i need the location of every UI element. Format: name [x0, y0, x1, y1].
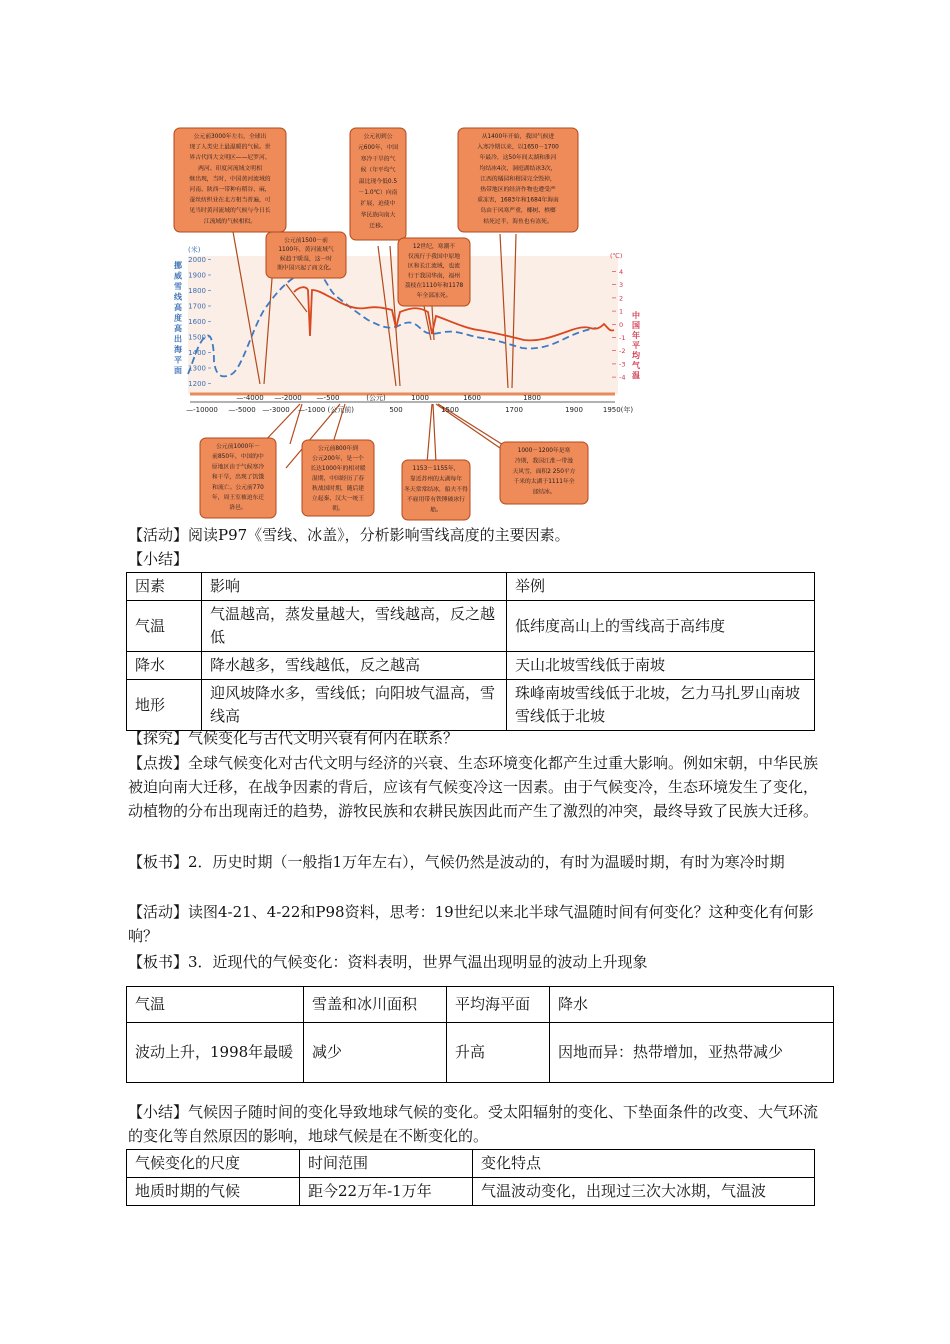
- table-cell: 降水: [127, 652, 202, 680]
- header-cell: 因素: [127, 573, 202, 601]
- upper-axis-label: 1800: [523, 394, 541, 402]
- callout-text: 12世纪，寒潮不仅流行于我国中原地区和长江流域，也流行于我国华南，福州荔枝在1110年和1178 年全部冻死。: [404, 244, 464, 299]
- left-axis-unit: (米): [188, 246, 201, 254]
- right-tick-label: -2: [619, 347, 626, 356]
- table-cell: 迎风坡降水多，雪线低；向阳坡气温高，雪线高: [202, 680, 507, 731]
- callout-box: [500, 442, 588, 504]
- callout-box: [174, 128, 286, 232]
- lower-axis-label: —-3000: [262, 406, 290, 414]
- header-cell: 气温: [127, 987, 304, 1023]
- right-tick-label: 0: [619, 320, 624, 329]
- callout-box: [402, 460, 470, 520]
- table-header-row: [127, 573, 815, 601]
- header-cell: 气候变化的尺度: [127, 1150, 300, 1178]
- activity-snowline: 【活动】阅读P97《雪线、冰盖》，分析影响雪线高度的主要因素。: [128, 526, 570, 544]
- right-axis-unit: (℃): [610, 252, 623, 260]
- lower-axis-label: 1950(年): [602, 406, 634, 414]
- upper-axis-label: —-4000: [236, 394, 264, 402]
- callout-box: [266, 232, 346, 278]
- table-cell: 地质时期的气候: [127, 1178, 300, 1206]
- left-tick-label: 2000: [188, 256, 206, 264]
- table-cell: 气温波动变化，出现过三次大冰期，气温波: [473, 1178, 815, 1206]
- table-header-row: [127, 987, 834, 1023]
- left-tick-label: 1800: [188, 287, 206, 295]
- right-tick-label: 4: [619, 268, 624, 276]
- table-cell: 因地而异：热带增加，亚热带减少: [550, 1023, 834, 1083]
- lower-axis-label: 1900: [565, 406, 583, 414]
- table-cell: 天山北坡雪线低于南坡: [507, 652, 815, 680]
- table-cell: 地形: [127, 680, 202, 731]
- table-row: [127, 652, 815, 680]
- table-row: [127, 680, 815, 731]
- left-tick-label: 1300: [188, 364, 206, 373]
- callout-box: [398, 238, 470, 306]
- lower-axis-label: 1500: [441, 406, 459, 414]
- right-tick-label: -4: [619, 373, 626, 382]
- right-tick-label: -3: [619, 360, 626, 369]
- table-cell: 珠峰南坡雪线低于北坡，乞力马扎罗山南坡雪线低于北坡: [507, 680, 815, 731]
- callout-text: 公元初到公元600年，中国寒冷干旱的气候（年平均气温比现今低0.5 －1.0℃）向南扩展，迫使中华民族向南大迁移。: [357, 134, 399, 230]
- upper-axis-label: (公元): [366, 394, 386, 402]
- callout-text: 从1400年开始，我国气候进入寒冷期以来，以1650－1700 年最冷，这50年间太湖和淮河均结冰4次，洞庭湖结冰3次，江西的橘园和柑园完全毁掉，热带地区的经济作物也遭受严重冻害，1683年和1684年海南岛由于风寒严重，椰树、槟榔枯死过半，海鱼也有冻死。: [477, 134, 559, 225]
- left-axis-title: 挪威雪线高度高出海平面: [174, 261, 182, 375]
- climate-chart-svg: [170, 122, 642, 524]
- lower-axis-label: —-10000: [186, 406, 218, 414]
- header-cell: 雪盖和冰川面积: [304, 987, 447, 1023]
- callouts-bottom: [200, 438, 588, 520]
- lower-axis-label: 1700: [505, 406, 523, 414]
- callout-box: [458, 128, 578, 232]
- right-axis-title: 中国年平均气温: [632, 311, 640, 380]
- callout-text: 公元前3000年左右，全球出现了人类史上最温暖的气候。世界古代四大文明区——尼罗河、两河、印度河流域文明相继出现，当时，中国黄河流域的河南、陕西一带种有稻谷、麻，蚕丝纺织业在北方相当普遍，可见当时黄河流域的气候与今日长江流域的气候相似。: [189, 134, 271, 225]
- left-tick-label: 1200: [188, 380, 206, 388]
- header-cell: 变化特点: [473, 1150, 815, 1178]
- table-cell: 减少: [304, 1023, 447, 1083]
- header-cell: 影响: [202, 573, 507, 601]
- right-tick-label: 2: [619, 294, 624, 303]
- table-cell: 气温越高，蒸发量越大，雪线越高，反之越低: [202, 601, 507, 652]
- summary-title: 【小结】: [128, 550, 189, 568]
- table-cell: 距今22万年-1万年: [300, 1178, 473, 1206]
- lower-axis-label: 500: [389, 406, 403, 414]
- callout-box: [200, 438, 276, 518]
- left-tick-label: 1500: [188, 333, 206, 342]
- upper-axis-label: —-2000: [274, 394, 302, 402]
- table-cell: 降水越多，雪线越低，反之越高: [202, 652, 507, 680]
- header-cell: 时间范围: [300, 1150, 473, 1178]
- upper-axis-label: —-500: [316, 394, 340, 402]
- callout-text: 公元前800年到公元200年，是一个长达1000年的相对暖湿期，中国经历了春秋战国时期，随后建立起秦、汉大一统王朝。: [310, 446, 366, 512]
- summary-paragraph: 【小结】气候因子随时间的变化导致地球气候的变化。受太阳辐射的变化、下垫面条件的改变、大气环流的变化等自然原因的影响，地球气候是在不断变化的。: [128, 1103, 819, 1145]
- snowline-factors-table: [126, 572, 815, 731]
- climate-history-figure: [170, 122, 642, 524]
- callout-text: 公元前1000年－前850年，中国的中原地区由于气候寒冷和干旱，出现了饥饿和流亡。公元前770 年，周王室被迫东迁洛邑。: [211, 444, 265, 512]
- lower-axis-labels: [186, 405, 633, 414]
- left-tick-label: 1600: [188, 318, 206, 326]
- header-cell: 降水: [550, 987, 834, 1023]
- upper-axis-label: 1000: [411, 394, 429, 402]
- board-note-2: 【板书】2．历史时期（一般指1万年左右），气候仍然是波动的，有时为温暖时期，有时为寒冷时期: [128, 853, 785, 871]
- callout-box: [350, 128, 406, 240]
- hint-paragraph: 【点拨】全球气候变化对古代文明与经济的兴衰、生态环境变化都产生过重大影响。例如宋朝，中华民族被迫向南大迁移，在战争因素的背后，应该有气候变冷这一因素。由于气候变冷，生态环境发生了变化，动植物的分布出现南迁的趋势，游牧民族和农耕民族因此而产生了激烈的冲突，最终导致了民族大迁移。: [128, 754, 819, 820]
- header-cell: 举例: [507, 573, 815, 601]
- callout-text: 1000－1200年是寒冷期，我国江淮一带漫天风雪，面积2 250平方千米的太湖于1111年全部结冰。: [512, 448, 576, 496]
- right-tick-label: -1: [619, 334, 626, 342]
- table-row: [127, 601, 815, 652]
- callout-box: [302, 440, 374, 516]
- table-header-row: [127, 1150, 815, 1178]
- left-tick-label: 1900: [188, 271, 206, 280]
- callout-text: 1153－1155年，靠近苏州的太湖每年冬天常常结冰，船夫不得不雇用带有铁锤破冰行船。: [404, 466, 468, 514]
- activity-temperature: 【活动】读图4-21、4-22和P98资料，思考：19世纪以来北半球气温随时间有何变化？这种变化有何影响？: [128, 903, 814, 945]
- right-tick-label: 1: [619, 307, 624, 316]
- table-cell: 低纬度高山上的雪线高于高纬度: [507, 601, 815, 652]
- climate-scale-table: [126, 1149, 815, 1206]
- right-tick-label: 3: [619, 281, 624, 290]
- callout-text: 公元前1500－前 1100年，黄河流域气候趋于暖湿，这一时期中国兴起了商文化。: [277, 238, 335, 272]
- board-note-3: 【板书】3．近现代的气候变化：资料表明，世界气温出现明显的波动上升现象: [128, 953, 648, 971]
- table-cell: 气温: [127, 601, 202, 652]
- table-cell: 波动上升，1998年最暖: [127, 1023, 304, 1083]
- header-cell: 平均海平面: [447, 987, 550, 1023]
- explore-question: 【探究】气候变化与古代文明兴衰有何内在联系？: [128, 729, 459, 747]
- table-row: [127, 1023, 834, 1083]
- upper-axis-label: 1600: [463, 394, 481, 402]
- table-cell: 升高: [447, 1023, 550, 1083]
- left-tick-label: 1400: [188, 349, 206, 357]
- lower-axis-label: —-5000: [228, 406, 256, 414]
- lower-axis-label: —-1000 (公元前): [297, 406, 355, 414]
- modern-climate-table: [126, 986, 834, 1083]
- table-row: [127, 1178, 815, 1206]
- left-tick-label: 1700: [188, 302, 206, 311]
